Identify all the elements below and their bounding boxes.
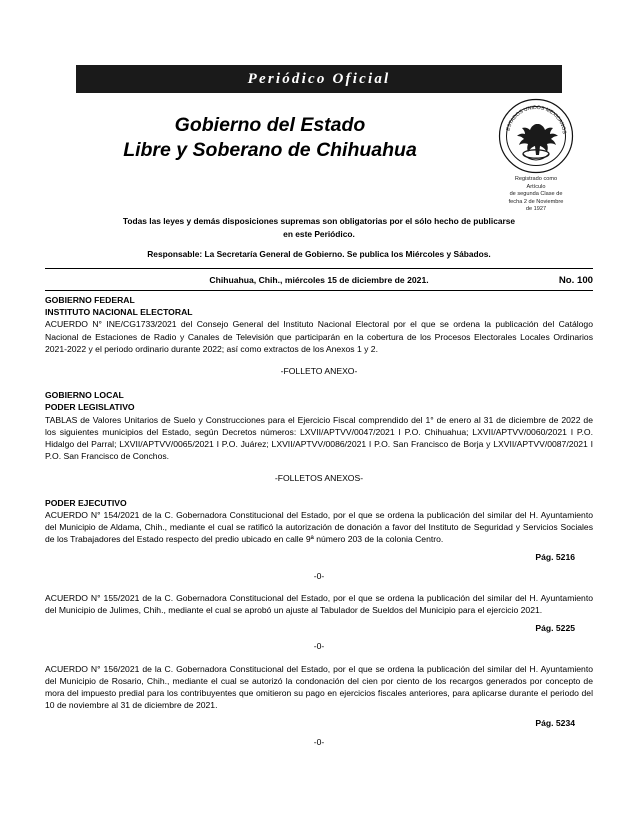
laws-notice (76, 215, 562, 240)
paragraph-acuerdo-154: ACUERDO N° 154/2021 de la C. Gobernadora Constitucional del Estado, por el que se ordena la publicación del similar del H. Ayuntamiento del Municipio de Aldama, Chih., mediante el cual se ratificó la autorización de donación a favor del Instituto de Seguridad y Servicios Sociales de los Trabajadores del Estado respecto del predio ubicado en calle 9ª número 203 de la colonia Centro. (45, 509, 593, 545)
emblem-caption-line-1: Registrado como (514, 176, 558, 182)
emblem-block (486, 98, 586, 214)
emblem-caption-line-3: de segunda Clase de (509, 191, 563, 198)
government-title (60, 113, 480, 163)
emblem-caption-line-5: de 1927 (525, 206, 547, 213)
svg-text:ESTADOS UNIDOS MEXICANOS: ESTADOS UNIDOS MEXICANOS (505, 104, 567, 135)
emblem-caption-line-4: fecha 2 de Noviembre (508, 198, 564, 205)
annex-note-folleto-anexo: -FOLLETO ANEXO- (280, 366, 358, 377)
emblem-caption-line-2: Artículo (526, 183, 546, 190)
government-title-line-2: Libre y Soberano de Chihuahua (123, 139, 417, 161)
issue-line (45, 272, 593, 289)
annex-note-folletos-anexos: -FOLLETOS ANEXOS- (274, 473, 364, 484)
paragraph-acuerdo-155: ACUERDO N° 155/2021 de la C. Gobernadora Constitucional del Estado, por el que se ordena la publicación del similar del H. Ayuntamiento del Municipio de Julimes, Chih., mediante el cual se aprobó un ajuste al Tabulador de Sueldos del Municipio para el ejercicio 2021. (45, 592, 593, 616)
laws-notice-line-1: Todas las leyes y demás disposiciones supremas son obligatorias por el sólo hecho de publicarse (122, 216, 516, 226)
responsible-notice: Responsable: La Secretaría General de Gobierno. Se publica los Miércoles y Sábados. (147, 249, 491, 259)
separator-156: -0- (313, 736, 325, 747)
document-body (45, 294, 593, 748)
issue-number: No. 100 (558, 275, 593, 286)
government-title-line-1: Gobierno del Estado (174, 114, 366, 136)
emblem-caption (486, 176, 586, 214)
page-reference-154: Pág. 5216 (535, 552, 575, 563)
section-heading-poder-ejecutivo: PODER EJECUTIVO (45, 497, 127, 508)
separator-154: -0- (313, 570, 325, 581)
issue-place-date: Chihuahua, Chih., miércoles 15 de diciembre de 2021. (209, 275, 429, 285)
page-reference-155: Pág. 5225 (535, 623, 575, 634)
separator-155: -0- (313, 641, 325, 652)
page-reference-156: Pág. 5234 (535, 718, 575, 729)
divider-top (45, 268, 593, 269)
section-heading-instituto-nacional-electoral: INSTITUTO NACIONAL ELECTORAL (45, 307, 193, 318)
masthead-title: Periódico Oficial (247, 71, 391, 87)
laws-notice-line-2: en este Periódico. (283, 228, 355, 239)
paragraph-tablas-valores: TABLAS de Valores Unitarios de Suelo y Construcciones para el Ejercicio Fiscal comprendido del 1° de enero al 31 de diciembre de 2022 de los siguientes municipios del Estado, según Decretos números: LXVII/APTVV/0047/2021 I P.O. Chihuahua; LXVII/APTVV/0060/2021 I P.O. Hidalgo del Parral; LXVII/APTVV/0065/2021 I P.O. Juárez; LXVII/APTVV/0086/2021 I P.O. San Francisco de Borja y LXVII/APTVV/0087/2021 I P.O. San Francisco de Conchos. (45, 414, 593, 462)
divider-bottom (45, 290, 593, 291)
section-heading-poder-legislativo: PODER LEGISLATIVO (45, 402, 135, 413)
paragraph-acuerdo-156: ACUERDO N° 156/2021 de la C. Gobernadora Constitucional del Estado, por el que se ordena la publicación del similar del H. Ayuntamiento del Municipio de Rosario, Chih., mediante el cual se autorizó la condonación del cien por ciento de los recargos generados por concepto de mora del impuesto predial para los contribuyentes que omitieron su pago en ejercicios fiscales anteriores, para aplicarse durante el periodo del 10 de noviembre al 31 de diciembre de 2021. (45, 663, 593, 711)
section-heading-gobierno-local: GOBIERNO LOCAL (45, 390, 124, 401)
mexican-coat-of-arms-icon (498, 98, 574, 174)
paragraph-acuerdo-ine: ACUERDO N° INE/CG1733/2021 del Consejo General del Instituto Nacional Electoral por el que se ordena la publicación del Catálogo Nacional de Estaciones de Radio y Canales de Televisión que participarán en la cobertura de los Procesos Electorales Locales Ordinarios 2021-2022 y el periodo ordinario durante 2022; así como extractos de los Anexos 1 y 2. (45, 319, 593, 354)
section-heading-gobierno-federal: GOBIERNO FEDERAL (45, 295, 135, 305)
